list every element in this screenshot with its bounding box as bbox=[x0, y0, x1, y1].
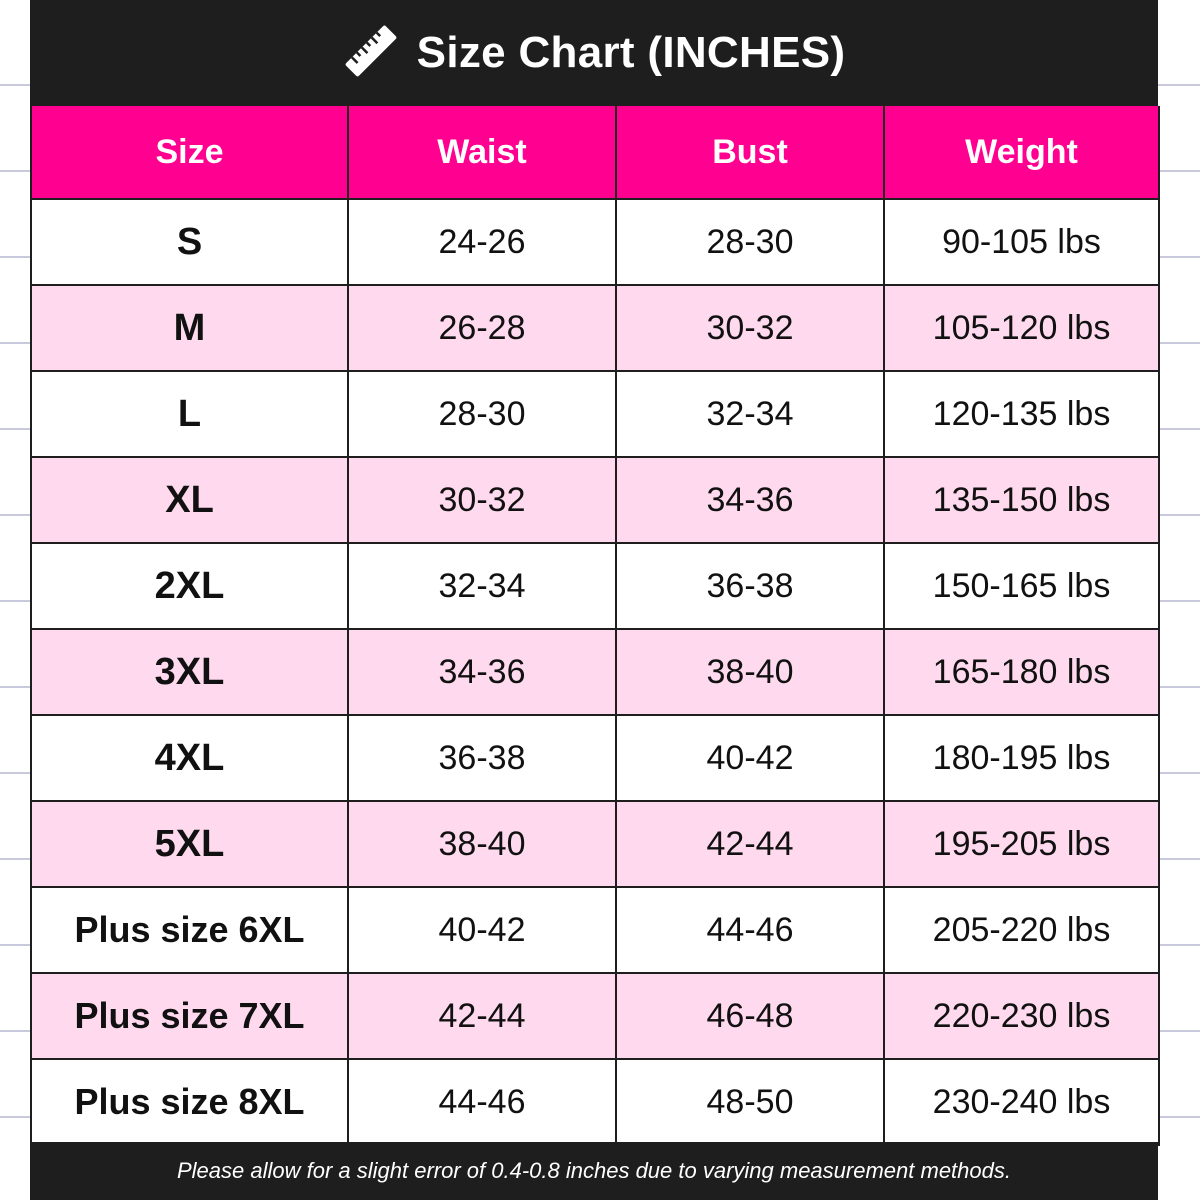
footnote: Please allow for a slight error of 0.4-0.8 inches due to varying measurement methods. bbox=[177, 1158, 1011, 1183]
weight-cell: 105-120 lbs bbox=[884, 285, 1159, 371]
weight-cell: 230-240 lbs bbox=[884, 1059, 1159, 1145]
size-cell: 5XL bbox=[31, 801, 348, 887]
bust-cell: 38-40 bbox=[616, 629, 884, 715]
size-cell: M bbox=[31, 285, 348, 371]
bust-cell: 34-36 bbox=[616, 457, 884, 543]
waist-cell: 38-40 bbox=[348, 801, 616, 887]
header-weight: Weight bbox=[884, 106, 1159, 199]
waist-cell: 24-26 bbox=[348, 199, 616, 285]
size-cell: XL bbox=[31, 457, 348, 543]
waist-cell: 44-46 bbox=[348, 1059, 616, 1145]
bust-cell: 42-44 bbox=[616, 801, 884, 887]
size-chart bbox=[30, 0, 1158, 1200]
size-cell: Plus size 7XL bbox=[31, 973, 348, 1059]
bust-cell: 40-42 bbox=[616, 715, 884, 801]
table-row bbox=[31, 285, 1159, 371]
table-row bbox=[31, 801, 1159, 887]
table-row bbox=[31, 457, 1159, 543]
table-row bbox=[31, 371, 1159, 457]
waist-cell: 36-38 bbox=[348, 715, 616, 801]
waist-cell: 40-42 bbox=[348, 887, 616, 973]
bust-cell: 36-38 bbox=[616, 543, 884, 629]
table-row bbox=[31, 973, 1159, 1059]
ruler-icon bbox=[343, 23, 399, 79]
weight-cell: 120-135 lbs bbox=[884, 371, 1159, 457]
waist-cell: 34-36 bbox=[348, 629, 616, 715]
size-cell: L bbox=[31, 371, 348, 457]
table-row bbox=[31, 1059, 1159, 1145]
title-bar bbox=[30, 0, 1158, 106]
header-waist: Waist bbox=[348, 106, 616, 199]
size-cell: S bbox=[31, 199, 348, 285]
size-cell: Plus size 6XL bbox=[31, 887, 348, 973]
size-cell: 3XL bbox=[31, 629, 348, 715]
size-cell: 4XL bbox=[31, 715, 348, 801]
bust-cell: 32-34 bbox=[616, 371, 884, 457]
footer-bar bbox=[30, 1142, 1158, 1200]
header-bust: Bust bbox=[616, 106, 884, 199]
bust-cell: 46-48 bbox=[616, 973, 884, 1059]
table-row bbox=[31, 199, 1159, 285]
table-row bbox=[31, 629, 1159, 715]
weight-cell: 90-105 lbs bbox=[884, 199, 1159, 285]
waist-cell: 28-30 bbox=[348, 371, 616, 457]
weight-cell: 220-230 lbs bbox=[884, 973, 1159, 1059]
weight-cell: 165-180 lbs bbox=[884, 629, 1159, 715]
weight-cell: 205-220 lbs bbox=[884, 887, 1159, 973]
bust-cell: 48-50 bbox=[616, 1059, 884, 1145]
weight-cell: 135-150 lbs bbox=[884, 457, 1159, 543]
header-size: Size bbox=[31, 106, 348, 199]
weight-cell: 195-205 lbs bbox=[884, 801, 1159, 887]
waist-cell: 32-34 bbox=[348, 543, 616, 629]
bust-cell: 44-46 bbox=[616, 887, 884, 973]
bust-cell: 30-32 bbox=[616, 285, 884, 371]
page-title: Size Chart (INCHES) bbox=[416, 28, 846, 77]
weight-cell: 150-165 lbs bbox=[884, 543, 1159, 629]
waist-cell: 42-44 bbox=[348, 973, 616, 1059]
size-table bbox=[30, 106, 1160, 1146]
weight-cell: 180-195 lbs bbox=[884, 715, 1159, 801]
bust-cell: 28-30 bbox=[616, 199, 884, 285]
waist-cell: 26-28 bbox=[348, 285, 616, 371]
waist-cell: 30-32 bbox=[348, 457, 616, 543]
table-row bbox=[31, 715, 1159, 801]
header-row bbox=[31, 106, 1159, 199]
table-row bbox=[31, 887, 1159, 973]
size-cell: 2XL bbox=[31, 543, 348, 629]
table-row bbox=[31, 543, 1159, 629]
size-cell: Plus size 8XL bbox=[31, 1059, 348, 1145]
